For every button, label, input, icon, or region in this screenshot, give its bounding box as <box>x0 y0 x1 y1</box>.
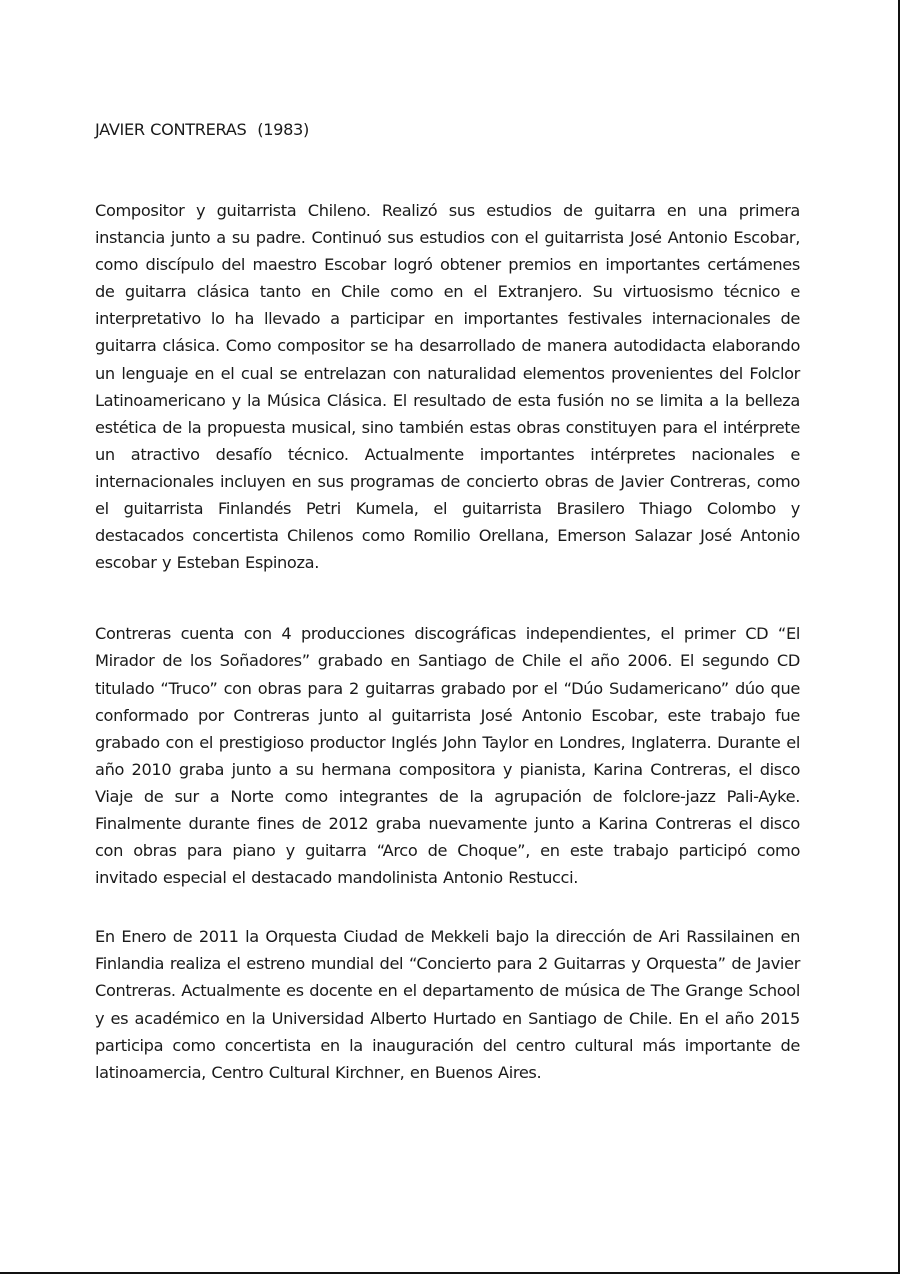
document-title: JAVIER CONTRERAS (1983) <box>95 120 309 139</box>
discography-paragraph: Contreras cuenta con 4 producciones discográficas independientes, el primer CD “El Mirador de los Soñadores” grabado en Santiago de Chile el año 2006. El segundo CD titulado “Truco” con obras para 2 guitarras grabado por el “Dúo Sudamericano” dúo que conformado por Contreras junto al guitarrista José Antonio Escobar, este trabajo fue grabado con el prestigioso productor Inglés John Taylor en Londres, Inglaterra. Durante el año 2010 graba junto a su hermana compositora y pianista, Karina Contreras, el disco Viaje de sur a Norte como integrantes de la agrupación de folclore-jazz Pali-Ayke. Finalmente durante fines de 2012 graba nuevamente junto a Karina Contreras el disco con obras para piano y guitarra “Arco de Choque”, en este trabajo participó como invitado especial el destacado mandolinista Antonio Restucci. <box>95 624 800 888</box>
career-paragraph: En Enero de 2011 la Orquesta Ciudad de Mekkeli bajo la dirección de Ari Rassilainen en Finlandia realiza el estreno mundial del “Concierto para 2 Guitarras y Orquesta” de Javier Contreras. Actualmente es docente en el departamento de música de The Grange School y es académico en la Universidad Alberto Hurtado en Santiago de Chile. En el año 2015 participa como concertista en la inauguración del centro cultural más importante de latinoamercia, Centro Cultural Kirchner, en Buenos Aires. <box>95 927 800 1082</box>
document-body <box>95 116 800 1086</box>
biography-paragraph-1: Compositor y guitarrista Chileno. Realizó sus estudios de guitarra en una primera instancia junto a su padre. Continuó sus estudios con el guitarrista José Antonio Escobar, como discípulo del maestro Escobar logró obtener premios en importantes certámenes de guitarra clásica tanto en Chile como en el Extranjero. Su virtuosismo técnico e interpretativo lo ha llevado a participar en importantes festivales internacionales de guitarra clásica. Como compositor se ha desarrollado de manera autodidacta elaborando un lenguaje en el cual se entrelazan con naturalidad elementos provenientes del Folclor Latinoamericano y la Música Clásica. El resultado de esta fusión no se limita a la belleza estética de la propuesta musical, sino también estas obras constituyen para el intérprete un atractivo desafío técnico. Actualmente importantes intérpretes nacionales e internacionales incluyen en sus programas de concierto obras de Javier Contreras, como el guitarrista Finlandés Petri Kumela, el guitarrista Brasilero Thiago Colombo y destacados concertista Chilenos como Romilio Orellana, Emerson Salazar José Antonio escobar y Esteban Espinoza. <box>95 201 800 573</box>
